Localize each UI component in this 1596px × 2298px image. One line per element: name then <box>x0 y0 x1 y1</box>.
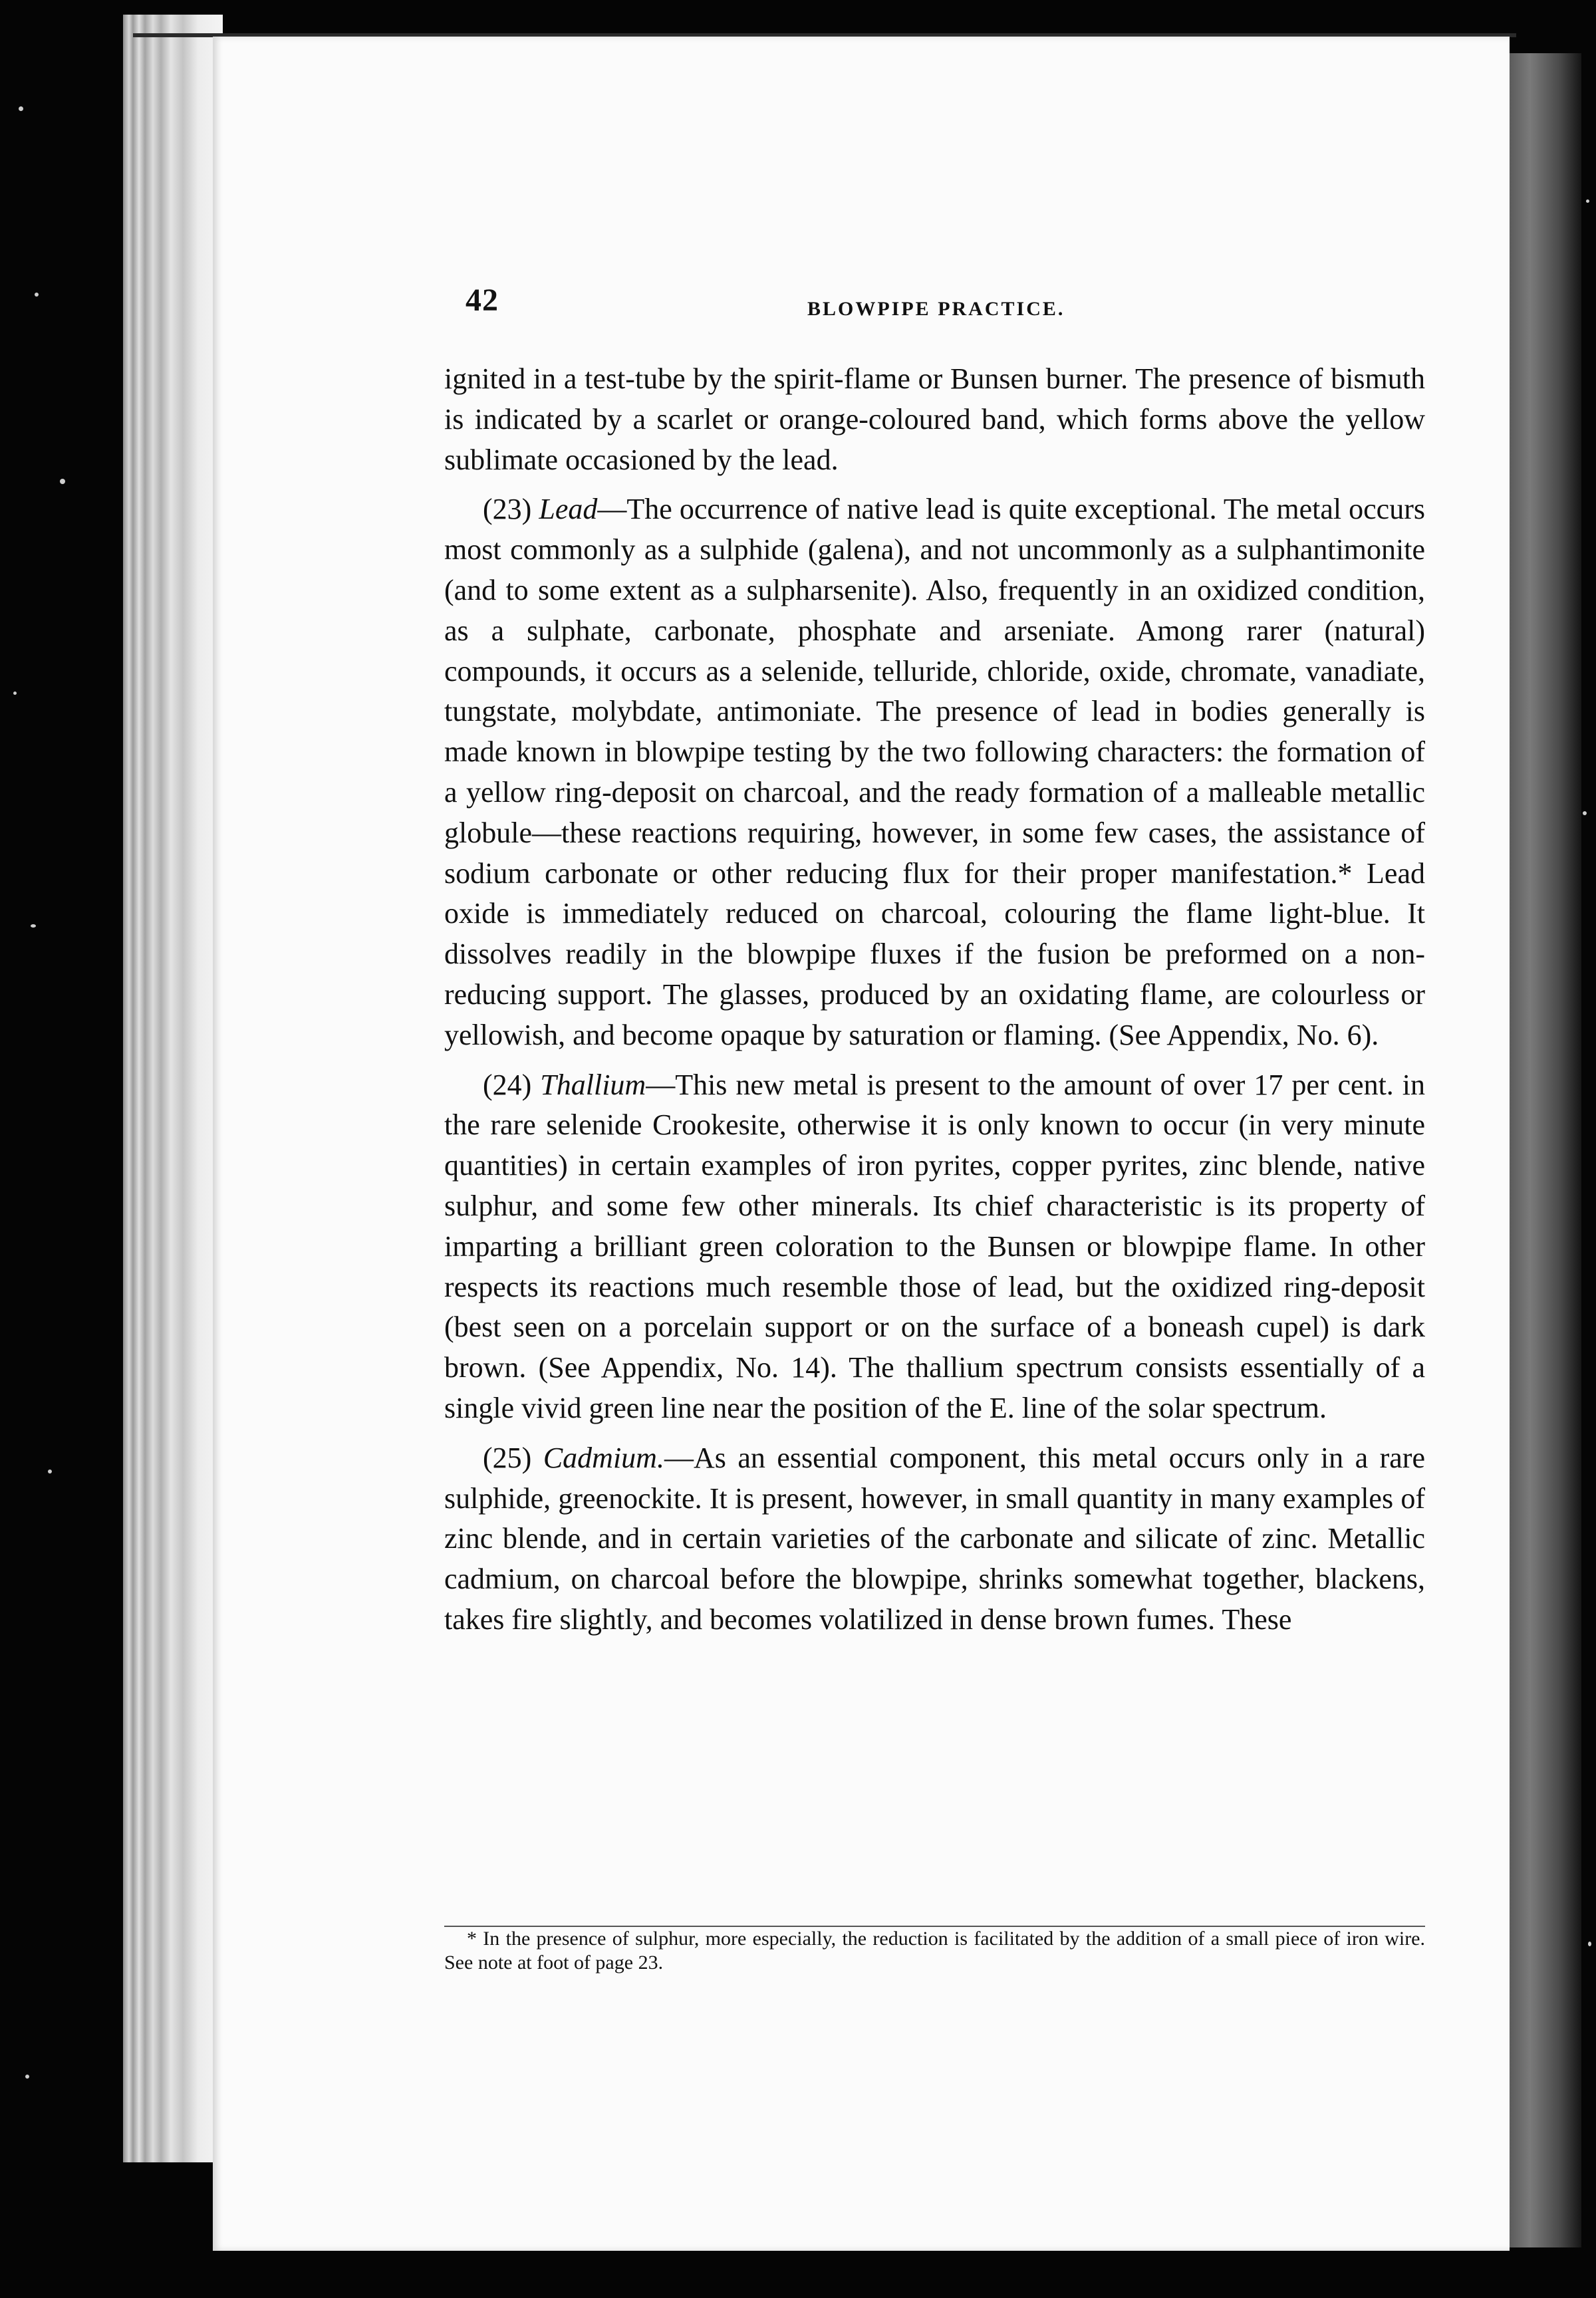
paragraph-text: —As an essential component, this metal occurs only in a rare sulphide, greenockite. It is present, however, in small quantity in many examples of zinc blende, and in certain varieties of the carbonate and silicate of zinc. Metallic cadmium, on charcoal before the blowpipe, shrinks somewhat together, blackens, takes fire slightly, and becomes volatilized in dense brown fumes. These <box>444 1441 1425 1636</box>
dust-speck <box>25 2075 29 2079</box>
paragraph-cadmium <box>444 1438 1425 1640</box>
paragraph-lead <box>444 489 1425 1055</box>
dust-speck <box>1583 811 1587 815</box>
section-heading-lead: Lead <box>539 493 598 526</box>
paragraph-thallium <box>444 1065 1425 1429</box>
footnote <box>444 1927 1425 1975</box>
running-head-title: BLOWPIPE PRACTICE. <box>807 298 1065 320</box>
paragraph-continuation <box>444 359 1425 480</box>
section-heading-thallium: Thallium <box>540 1068 646 1101</box>
paragraph-text: —The occurrence of native lead is quite exceptional. The metal occurs most commonly as a sulphide (galena), and not uncommonly as a sulphantimonite (and to some extent as a sulpharsenite). Also, frequently in an oxidized condition, as a sulphate, carbonate, phosphate and arseniate. Among rarer (natural) compounds, it occurs as a selenide, telluride, chloride, oxide, chromate, vanadiate, tungstate, molybdate, antimoniate. The presence of lead in bodies generally is made known in blowpipe testing by the two following characters: the formation of a yellow ring-deposit on charcoal, and the ready formation of a malleable metallic globule—these reactions requiring, however, in some few cases, the assistance of sodium carbonate or other reducing flux for their proper manifestation.* Lead oxide is immediately reduced on charcoal, colouring the flame light-blue. It dissolves readily in the blowpipe fluxes if the fusion be preformed on a non-reducing support. The glasses, produced by an oxidating flame, are colourless or yellowish, and become opaque by saturation or flaming. (See Appendix, No. 6). <box>444 493 1425 1051</box>
section-number: (25) <box>483 1441 543 1474</box>
dust-speck <box>1586 199 1589 203</box>
book-page-edges <box>123 15 223 2162</box>
page-number: 42 <box>466 283 499 318</box>
dust-speck <box>31 924 36 928</box>
page-body <box>444 359 1425 1650</box>
dust-speck <box>13 692 17 695</box>
dust-speck <box>1588 1942 1591 1946</box>
section-number: (24) <box>483 1068 541 1101</box>
dust-speck <box>60 479 65 484</box>
footnote-text: * In the presence of sulphur, more especially, the reduction is facilitated by the addition of a small piece of iron wire. See note at foot of page 23. <box>444 1928 1425 1974</box>
section-heading-cadmium: Cadmium. <box>543 1441 664 1474</box>
paragraph-text: ignited in a test-tube by the spirit-flame or Bunsen burner. The presence of bismuth is indicated by a scarlet or orange-coloured band, which forms above the yellow sublimate occasioned by the lead. <box>444 362 1425 476</box>
section-number: (23) <box>483 493 539 526</box>
dust-speck <box>19 106 23 111</box>
dust-speck <box>35 293 39 297</box>
book-right-edge-shadow <box>1508 53 1581 2247</box>
dust-speck <box>48 1469 52 1473</box>
paragraph-text: —This new metal is present to the amount of over 17 per cent. in the rare selenide Crookesite, otherwise it is only known to occur (in very minute quantities) in certain examples of iron pyrites, copper pyrites, zinc blende, native sulphur, and some few other minerals. Its chief characteristic is its property of imparting a brilliant green coloration to the Bunsen or blowpipe flame. In other respects its reactions much resemble those of lead, but the oxidized ring-deposit (best seen on a porcelain support or on the surface of a boneash cupel) is dark brown. (See Appendix, No. 14). The thallium spectrum consists essentially of a single vivid green line near the position of the E. line of the solar spectrum. <box>444 1068 1425 1424</box>
